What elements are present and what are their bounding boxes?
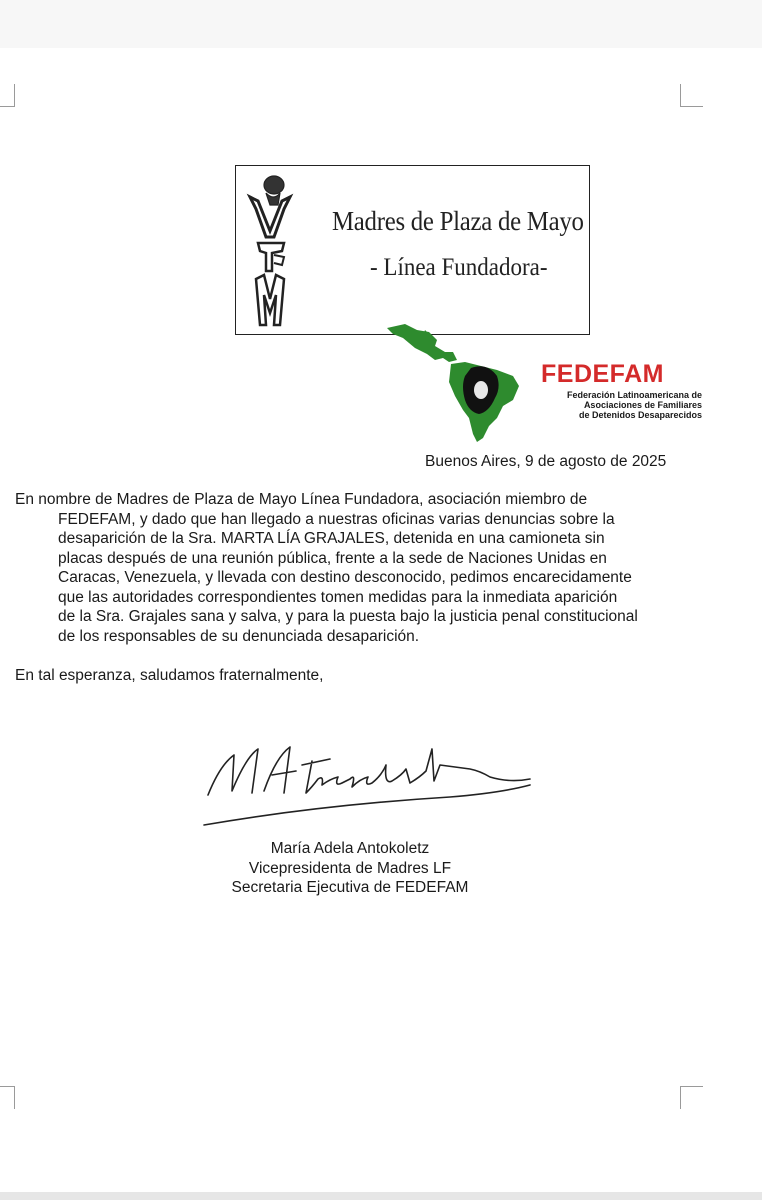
body-line: que las autoridades correspondientes tomen medidas para la inmediata aparición [58, 588, 618, 606]
crop-mark-bottom-left [0, 1086, 15, 1109]
handwritten-signature [200, 735, 540, 835]
body-line: FEDEFAM, y dado que han llegado a nuestras oficinas varias denuncias sobre la [58, 510, 615, 528]
body-line: de los responsables de su denunciada desaparición. [58, 627, 420, 645]
madres-emblem-icon [244, 171, 296, 329]
signatory-title: Vicepresidenta de Madres LF [248, 859, 452, 877]
letter-date: Buenos Aires, 9 de agosto de 2025 [425, 453, 667, 470]
missing-person-name: MARTA LÍA GRAJALES [220, 530, 385, 547]
body-line: de la Sra. Grajales sana y salva, y para la puesta bajo la justicia penal constitucional [58, 608, 638, 625]
madres-org-title: Madres de Plaza de Mayo [332, 206, 584, 236]
crop-mark-top-left [0, 84, 15, 107]
signatory-name: María Adela Antokoletz [270, 840, 430, 857]
madres-logo-box [235, 165, 590, 335]
bottom-margin-strip [0, 1192, 762, 1200]
body-line: En nombre de Madres de Plaza de Mayo Línea Fundadora, asociación miembro de [15, 491, 588, 508]
letter-body [15, 490, 695, 646]
fedefam-full-name-line: Asociaciones de Familiares [583, 400, 702, 410]
signatory-block [200, 839, 500, 898]
letter-closing: En tal esperanza, saludamos fraternalmente, [15, 667, 324, 684]
body-line-part: , detenida en una camioneta sin [384, 530, 605, 547]
madres-org-subtitle: - Línea Fundadora- [370, 254, 548, 281]
signatory-title: Secretaria Ejecutiva de FEDEFAM [231, 879, 469, 896]
body-line: placas después de una reunión pública, frente a la sede de Naciones Unidas en [58, 549, 607, 567]
top-margin-strip [0, 0, 762, 48]
body-line: Caracas, Venezuela, y llevada con destino desconocido, pedimos encarecidamente [58, 569, 632, 586]
fedefam-full-name-line: Federación Latinoamericana de [566, 390, 702, 400]
crop-mark-top-right [680, 84, 703, 107]
fedefam-full-name-line: de Detenidos Desaparecidos [578, 410, 702, 420]
body-line-part: desaparición de la Sra. [58, 530, 221, 547]
fedefam-full-name [542, 390, 702, 420]
latin-america-map-icon [385, 322, 525, 444]
body-line [15, 529, 695, 549]
crop-mark-bottom-right [680, 1086, 703, 1109]
fedefam-name: FEDEFAM [541, 360, 664, 388]
